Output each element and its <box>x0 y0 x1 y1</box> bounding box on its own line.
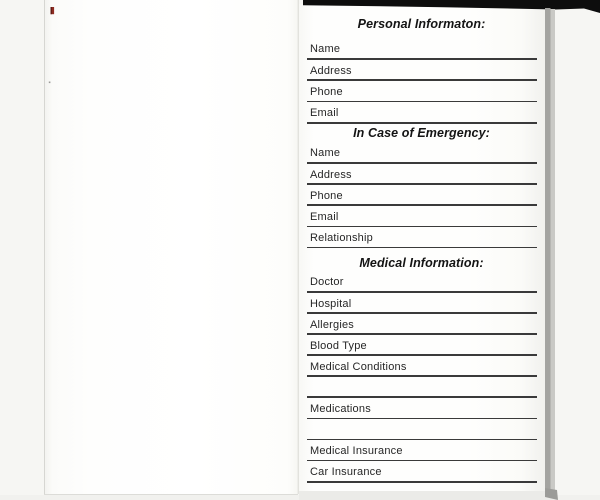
field-label: Allergies <box>310 318 354 331</box>
left-blank-page <box>44 0 298 494</box>
form-field-row <box>299 318 546 336</box>
form-field-row <box>299 189 546 207</box>
field-write-line <box>307 418 537 420</box>
field-write-line <box>307 291 537 293</box>
field-label: Address <box>310 168 352 181</box>
field-label: Car Insurance <box>310 466 382 479</box>
form-field-row <box>299 231 546 249</box>
right-page-bottom-shadow <box>299 491 557 500</box>
field-label: Email <box>310 211 339 223</box>
field-write-line <box>307 58 537 60</box>
scan-bottom-strip <box>0 495 600 500</box>
field-write-line <box>307 375 537 377</box>
bottom-right-corner-shadow <box>545 488 558 500</box>
form-field-row <box>299 339 546 357</box>
field-label: Hospital <box>310 297 352 310</box>
field-label: Medical Conditions <box>310 360 407 373</box>
field-label: Email <box>310 107 339 120</box>
field-write-line <box>307 354 537 356</box>
personal-info-form <box>299 4 546 491</box>
field-write-line <box>307 460 537 462</box>
form-field-row <box>299 210 546 228</box>
field-write-line <box>307 396 537 398</box>
field-label: Name <box>310 43 341 56</box>
page-right-edge-highlight <box>551 9 556 492</box>
right-form-page <box>299 4 546 491</box>
field-write-line <box>307 183 537 185</box>
field-label: Blood Type <box>310 339 367 352</box>
field-label: Phone <box>310 189 343 202</box>
field-write-line <box>307 333 537 335</box>
form-field-row <box>299 42 546 60</box>
section-heading: Medical Information: <box>359 256 484 270</box>
form-field-row <box>299 360 546 378</box>
field-label: Relationship <box>310 232 373 245</box>
left-page-bottom-edge <box>44 494 298 495</box>
form-field-row <box>299 146 546 164</box>
field-write-line <box>307 101 537 103</box>
field-label: Phone <box>310 86 343 98</box>
form-field-row <box>299 106 546 124</box>
field-label: Medical Insurance <box>310 445 403 458</box>
section-heading: Personal Informaton: <box>357 17 486 31</box>
field-write-line <box>307 247 537 249</box>
field-label: Name <box>310 147 341 160</box>
field-label: Doctor <box>310 276 344 289</box>
form-field-row <box>299 168 546 186</box>
form-field-row <box>299 297 546 315</box>
field-write-line <box>307 439 537 441</box>
form-field-row <box>299 444 546 462</box>
field-label: Medications <box>310 403 371 415</box>
field-write-line <box>307 122 537 124</box>
form-field-row <box>299 275 546 293</box>
form-field-row <box>299 64 546 82</box>
field-write-line <box>307 481 537 483</box>
field-write-line <box>307 312 537 314</box>
blank-line-row <box>299 423 546 441</box>
field-write-line <box>307 204 537 206</box>
field-write-line <box>307 226 537 228</box>
field-write-line <box>307 162 537 164</box>
field-label: Address <box>310 64 352 77</box>
form-field-row <box>299 465 546 483</box>
form-field-row <box>299 85 546 103</box>
form-field-row <box>299 402 546 420</box>
section-heading: In Case of Emergency: <box>353 126 490 140</box>
field-write-line <box>307 79 537 81</box>
blank-line-row <box>299 381 546 399</box>
